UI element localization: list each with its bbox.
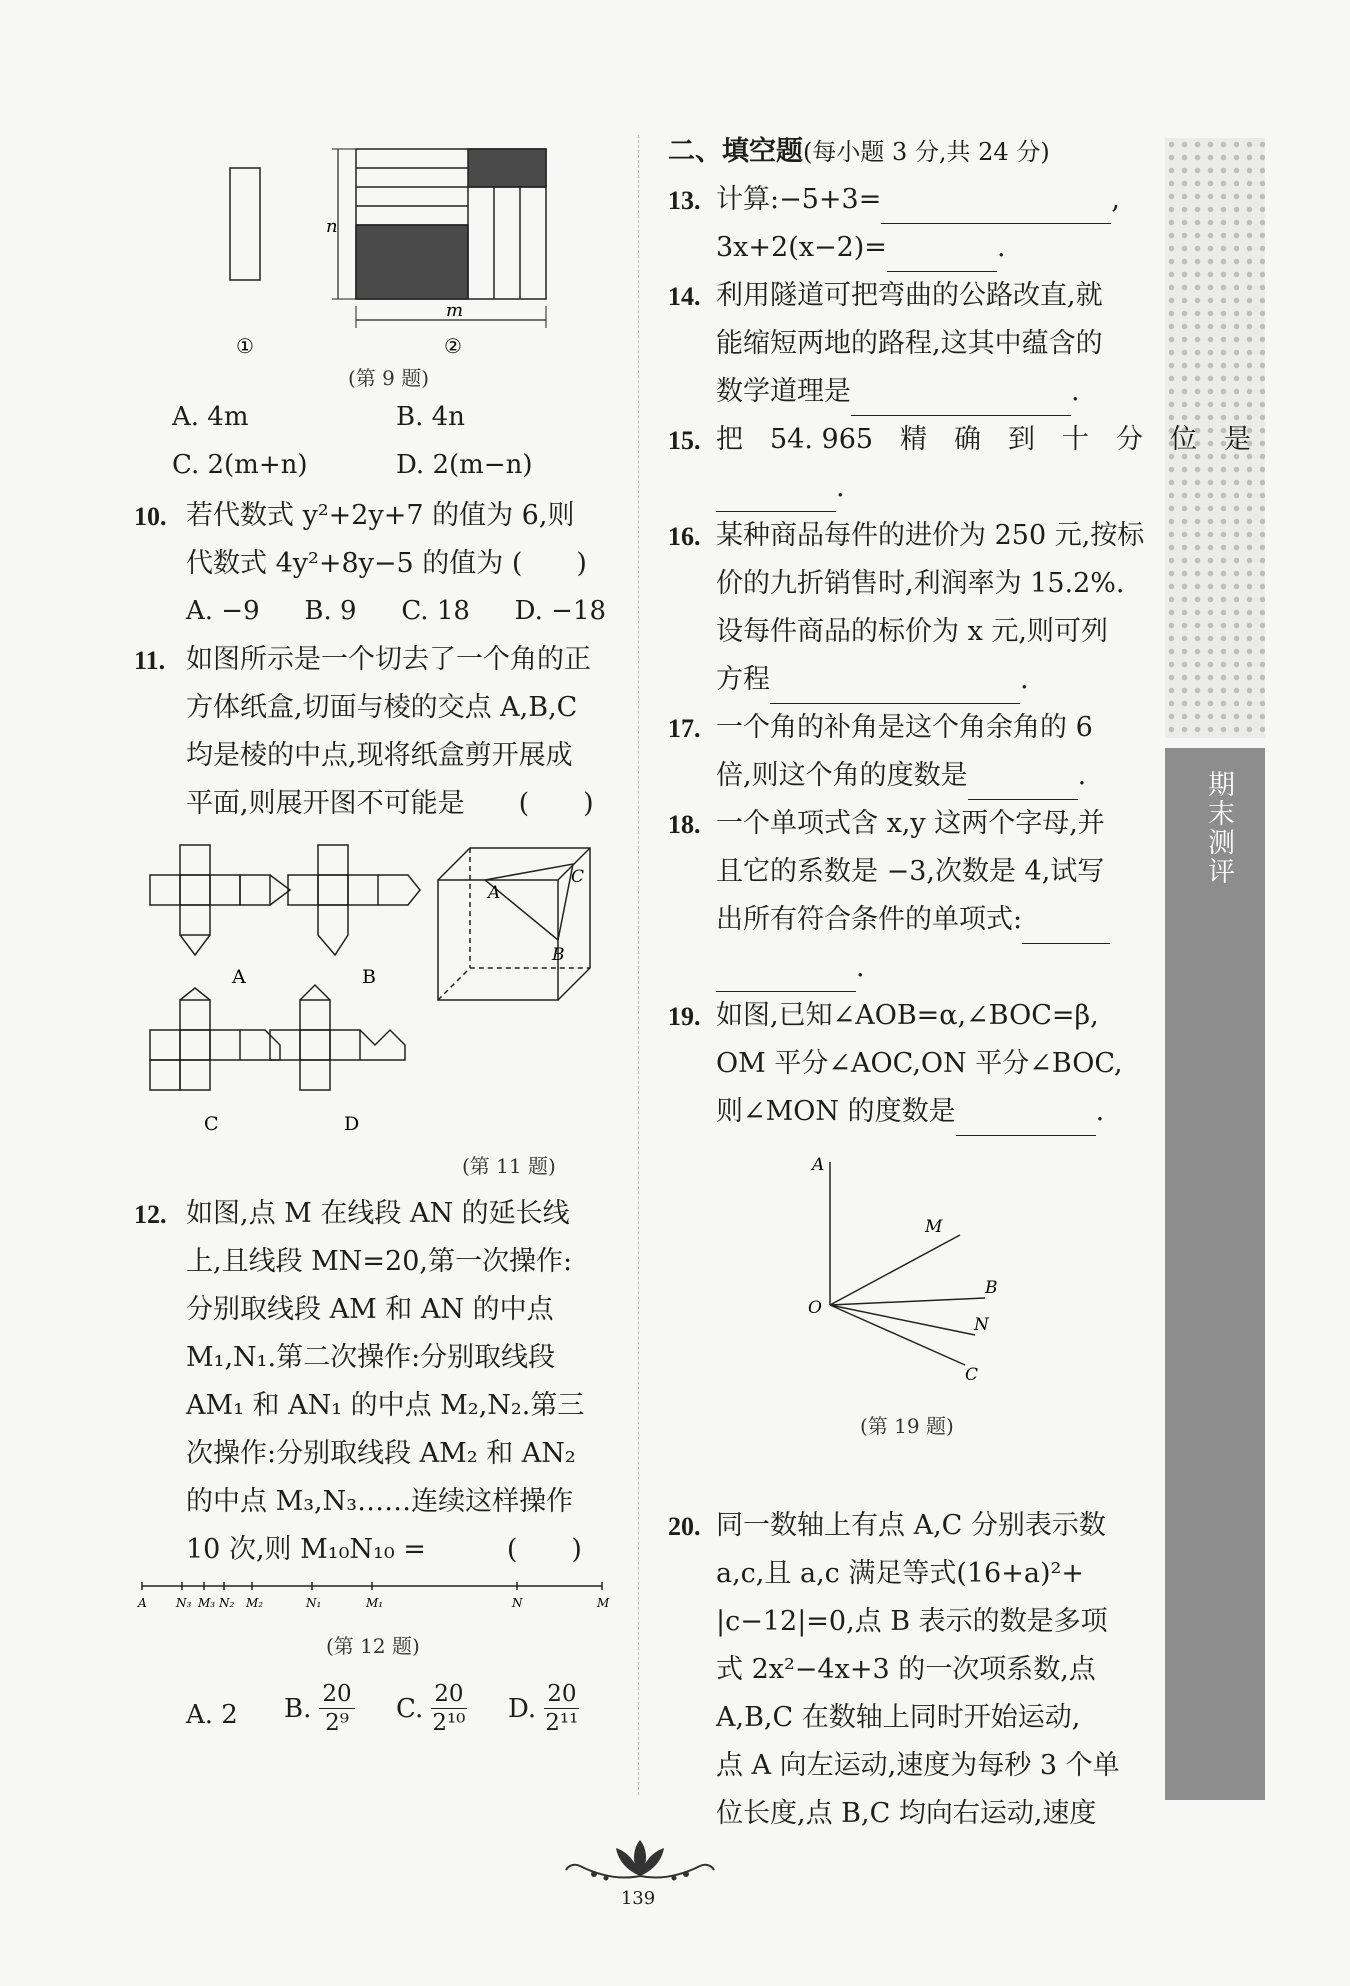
q10-options bbox=[186, 596, 606, 626]
q13-comma: , bbox=[1111, 184, 1120, 215]
figure-label-1: ① bbox=[236, 334, 254, 358]
q10-line1: 若代数式 y²+2y+7 的值为 6,则 bbox=[186, 500, 575, 531]
n-label: n bbox=[326, 216, 338, 237]
q18-line1: 一个单项式含 x,y 这两个字母,并 bbox=[716, 808, 1105, 839]
point-m3: M₃ bbox=[198, 1596, 216, 1610]
q13-expr2: 3x+2(x−2)= bbox=[716, 232, 887, 263]
figure-12-caption: (第 12 题) bbox=[326, 1634, 420, 1658]
q12-line2: 上,且线段 MN=20,第一次操作: bbox=[186, 1246, 573, 1277]
denominator: 2⁹ bbox=[325, 1710, 349, 1736]
q19-line1: 如图,已知∠AOB=α,∠BOC=β, bbox=[716, 1000, 1099, 1031]
point-n1: N₁ bbox=[306, 1596, 322, 1610]
q13-number: 13. bbox=[668, 186, 701, 215]
denominator: 2¹¹ bbox=[545, 1710, 579, 1736]
m-label: m bbox=[446, 300, 464, 321]
ray-a-label: A bbox=[812, 1155, 825, 1175]
q12-line3: 分别取线段 AM 和 AN 的中点 bbox=[186, 1294, 554, 1325]
q20-line6: 点 A 向左运动,速度为每秒 3 个单 bbox=[716, 1750, 1120, 1781]
sidebar-tab bbox=[1165, 748, 1265, 1800]
q13-line2 bbox=[716, 224, 1006, 272]
q19-number: 19. bbox=[668, 1002, 701, 1031]
q20-line4: 式 2x²−4x+3 的一次项系数,点 bbox=[716, 1654, 1096, 1685]
strip-rect bbox=[230, 168, 260, 280]
net-b-label: B bbox=[362, 966, 376, 988]
q17-period: . bbox=[1077, 760, 1087, 791]
q10-number: 10. bbox=[134, 502, 167, 531]
q16-text: 方程 bbox=[716, 664, 770, 695]
cut-cube bbox=[438, 848, 590, 1000]
figure-19-angles bbox=[800, 1150, 1020, 1390]
q13-line1 bbox=[716, 176, 1120, 224]
q17-line2 bbox=[716, 752, 1086, 800]
q13-blank1 bbox=[881, 193, 1111, 224]
point-m2: M₂ bbox=[246, 1596, 264, 1610]
q15-line1: 把 54. 965 精 确 到 十 分 位 是 bbox=[716, 424, 1252, 455]
q11-line3: 均是棱的中点,现将纸盒剪开展成 bbox=[186, 740, 573, 771]
q9-option-a: A. 4m bbox=[172, 402, 249, 432]
net-a-label: A bbox=[232, 966, 246, 988]
net-b bbox=[288, 845, 420, 955]
ray-b-label: B bbox=[985, 1278, 998, 1298]
q18-period: . bbox=[856, 952, 865, 983]
q19-text: 则∠MON 的度数是 bbox=[716, 1096, 956, 1127]
q20-line5: A,B,C 在数轴上同时开始运动, bbox=[716, 1702, 1081, 1733]
figure-11-caption: (第 11 题) bbox=[462, 1154, 556, 1178]
point-m1: M₁ bbox=[366, 1596, 384, 1610]
q12-line6: 次操作:分别取线段 AM₂ 和 AN₂ bbox=[186, 1438, 576, 1469]
q18-text: 出所有符合条件的单项式: bbox=[716, 904, 1023, 935]
q17-line1: 一个角的补角是这个角余角的 6 bbox=[716, 712, 1093, 743]
q16-period: . bbox=[1020, 664, 1029, 695]
q14-blank bbox=[851, 385, 1071, 416]
q17-number: 17. bbox=[668, 714, 701, 743]
q12-option-d-letter: D. bbox=[508, 1693, 537, 1724]
q9-option-c: C. 2(m+n) bbox=[172, 450, 308, 480]
q10-option-a: A. −9 bbox=[186, 596, 260, 626]
cube-label-b: B bbox=[552, 945, 565, 965]
figure-9-caption: (第 9 题) bbox=[348, 366, 430, 390]
q19-line2: OM 平分∠AOC,ON 平分∠BOC, bbox=[716, 1048, 1123, 1079]
q12-option-d bbox=[508, 1680, 579, 1737]
q13-period: . bbox=[996, 232, 1006, 263]
q13-expr1: 计算:−5+3= bbox=[716, 184, 882, 215]
q12-option-c-letter: C. bbox=[396, 1693, 424, 1724]
ray-n-label: N bbox=[974, 1315, 989, 1335]
q20-line2: a,c,且 a,c 满足等式(16+a)²+ bbox=[716, 1558, 1084, 1589]
figure-11 bbox=[140, 840, 610, 1140]
q12-option-c-fraction bbox=[431, 1680, 466, 1737]
numerator: 20 bbox=[431, 1680, 466, 1709]
q11-number: 11. bbox=[134, 646, 166, 675]
cube-label-a: A bbox=[488, 883, 501, 903]
footer-ornament bbox=[560, 1836, 720, 1886]
q9-option-d: D. 2(m−n) bbox=[396, 450, 533, 480]
q14-line3 bbox=[716, 368, 1080, 416]
q10-option-c: C. 18 bbox=[401, 596, 470, 626]
q14-line1: 利用隧道可把弯曲的公路改直,就 bbox=[716, 280, 1103, 311]
point-a: A bbox=[138, 1596, 147, 1610]
q10-line2: 代数式 4y²+8y−5 的值为 ( ) bbox=[186, 548, 587, 579]
q12-number: 12. bbox=[134, 1200, 167, 1229]
q15-line2 bbox=[716, 464, 845, 512]
net-d-label: D bbox=[344, 1113, 360, 1135]
q11-line1: 如图所示是一个切去了一个角的正 bbox=[186, 644, 591, 675]
q17-text: 倍,则这个角的度数是 bbox=[716, 760, 968, 791]
q12-option-a: A. 2 bbox=[186, 1700, 238, 1730]
q12-line7: 的中点 M₃,N₃……连续这样操作 bbox=[186, 1486, 574, 1517]
q12-option-d-fraction bbox=[544, 1680, 579, 1737]
q14-text: 数学道理是 bbox=[716, 376, 851, 407]
point-n2: N₂ bbox=[219, 1596, 235, 1610]
ray-c-label: C bbox=[965, 1365, 979, 1385]
q17-blank bbox=[968, 769, 1078, 800]
q14-period: . bbox=[1071, 376, 1080, 407]
point-m: M bbox=[597, 1596, 610, 1610]
section-note: (每小题 3 分,共 24 分) bbox=[803, 138, 1050, 166]
q12-line1: 如图,点 M 在线段 AN 的延长线 bbox=[186, 1198, 570, 1229]
q20-line1: 同一数轴上有点 A,C 分别表示数 bbox=[716, 1510, 1106, 1541]
sidebar-label: 期末测评 bbox=[1203, 770, 1234, 886]
q13-blank2 bbox=[887, 241, 997, 272]
section-title: 二、填空题 bbox=[668, 136, 803, 167]
q12-line4: M₁,N₁.第二次操作:分别取线段 bbox=[186, 1342, 556, 1373]
q11-line2: 方体纸盒,切面与棱的交点 A,B,C bbox=[186, 692, 578, 723]
figure-19-caption: (第 19 题) bbox=[860, 1414, 954, 1438]
numerator: 20 bbox=[544, 1680, 579, 1709]
q12-line5: AM₁ 和 AN₁ 的中点 M₂,N₂.第三 bbox=[186, 1390, 585, 1421]
q18-line3 bbox=[716, 896, 1110, 944]
net-a bbox=[150, 845, 290, 955]
ray-m-label: M bbox=[925, 1217, 943, 1237]
q16-line1: 某种商品每件的进价为 250 元,按标 bbox=[716, 520, 1145, 551]
q12-line8: 10 次,则 M₁₀N₁₀ = ( ) bbox=[186, 1534, 582, 1565]
figure-12-line bbox=[132, 1580, 612, 1620]
q18-number: 18. bbox=[668, 810, 701, 839]
q15-period: . bbox=[836, 472, 845, 503]
q15-number: 15. bbox=[668, 426, 701, 455]
q19-line3 bbox=[716, 1088, 1104, 1136]
q16-blank bbox=[770, 673, 1020, 704]
q18-line4 bbox=[716, 944, 865, 992]
q16-number: 16. bbox=[668, 522, 701, 551]
figure-label-2: ② bbox=[444, 334, 462, 358]
figure-9 bbox=[210, 140, 570, 390]
net-c bbox=[150, 988, 280, 1090]
q19-blank bbox=[956, 1105, 1096, 1136]
net-d bbox=[270, 985, 405, 1090]
q12-option-b-fraction bbox=[319, 1680, 354, 1737]
q12-option-c bbox=[396, 1680, 467, 1737]
q18-blank2 bbox=[716, 961, 856, 992]
point-n3: N₃ bbox=[176, 1596, 192, 1610]
net-c-label: C bbox=[204, 1113, 219, 1135]
column-divider bbox=[638, 135, 639, 1795]
denominator: 2¹⁰ bbox=[432, 1710, 466, 1736]
q20-number: 20. bbox=[668, 1512, 701, 1541]
q14-line2: 能缩短两地的路程,这其中蕴含的 bbox=[716, 328, 1103, 359]
q20-line7: 位长度,点 B,C 均向右运动,速度 bbox=[716, 1798, 1097, 1829]
q19-period: . bbox=[1095, 1096, 1105, 1127]
q10-option-b: B. 9 bbox=[304, 596, 357, 626]
cube-label-c: C bbox=[571, 867, 585, 887]
q16-line3: 设每件商品的标价为 x 元,则可列 bbox=[716, 616, 1108, 647]
q14-number: 14. bbox=[668, 282, 701, 311]
q15-blank bbox=[716, 481, 836, 512]
origin-o-label: O bbox=[808, 1298, 822, 1318]
point-n: N bbox=[512, 1596, 523, 1610]
q10-option-d: D. −18 bbox=[514, 596, 606, 626]
q18-blank1 bbox=[1022, 913, 1110, 944]
q16-line4 bbox=[716, 656, 1029, 704]
q12-option-b bbox=[284, 1680, 355, 1737]
q12-option-b-letter: B. bbox=[284, 1693, 312, 1724]
section-heading bbox=[668, 128, 1050, 176]
q11-line4: 平面,则展开图不可能是 ( ) bbox=[186, 788, 594, 819]
q18-line2: 且它的系数是 −3,次数是 4,试写 bbox=[716, 856, 1105, 887]
numerator: 20 bbox=[319, 1680, 354, 1709]
q20-line3: |c−12|=0,点 B 表示的数是多项 bbox=[716, 1606, 1108, 1637]
q16-line2: 价的九折销售时,利润率为 15.2%. bbox=[716, 568, 1125, 599]
page-number: 139 bbox=[620, 1888, 656, 1909]
q9-option-b: B. 4n bbox=[396, 402, 465, 432]
